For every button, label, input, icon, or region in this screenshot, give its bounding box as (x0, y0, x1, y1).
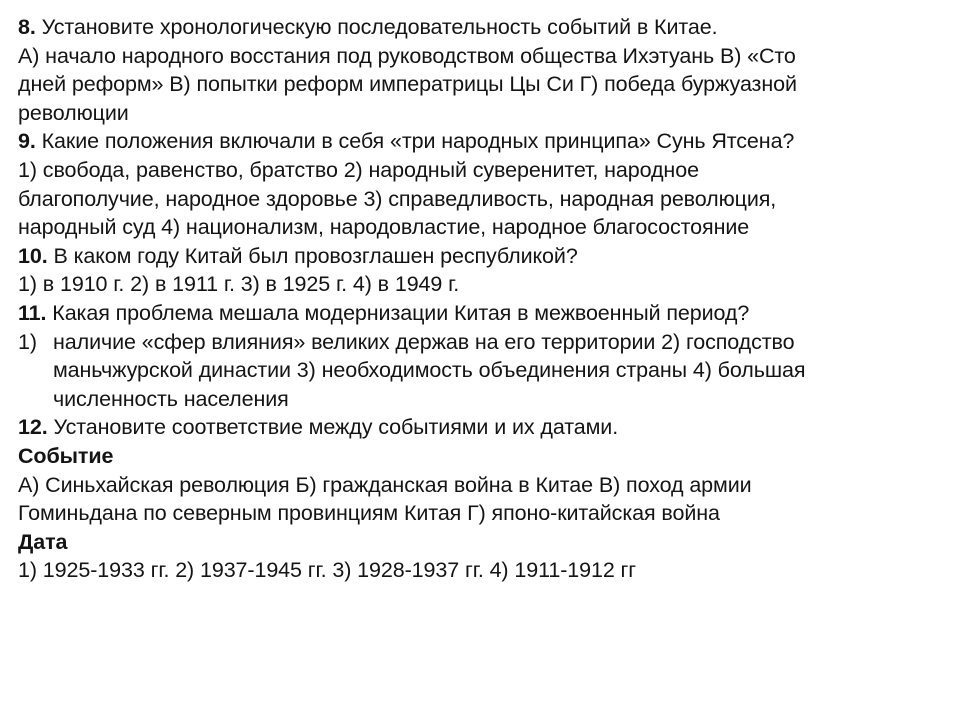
question-8-options-line-1: А) начало народного восстания под руководством общества Ихэтуань В) «Сто (18, 43, 796, 68)
question-10-number: 10. (18, 243, 48, 268)
question-9-options-line-3: народный суд 4) национализм, народовластие, народное благосостояние (18, 215, 750, 240)
question-8-prompt: Установите хронологическую последовательность событий в Китае. (35, 15, 718, 39)
question-11-options-line-2: маньчжурской династии 3) необходимость объединения страны 4) большая (53, 358, 806, 383)
question-12-text (18, 413, 918, 442)
question-9-prompt: Какие положения включали в себя «три народных принципа» Сунь Ятсена? (35, 129, 795, 154)
question-9-options-line-1: 1) свобода, равенство, братство 2) народный суверенитет, народное (18, 157, 699, 182)
question-12-number: 12. (18, 415, 48, 440)
question-11-number: 11. (18, 300, 47, 325)
question-8-text (18, 13, 918, 42)
question-11-text (18, 299, 918, 328)
question-9-number: 9. (18, 129, 36, 154)
events-heading: Событие (18, 443, 114, 468)
question-8-options-line-3: революции (18, 100, 129, 125)
question-11-prompt: Какая проблема мешала модернизации Китая в межвоенный период? (46, 300, 750, 325)
question-11-options-line-3: численность населения (53, 386, 289, 411)
question-12-prompt: Установите соответствие между событиями и их датами. (47, 415, 619, 440)
question-10-options-line-1: 1) в 1910 г. 2) в 1911 г. 3) в 1925 г. 4) в 1949 г. (18, 272, 460, 297)
dates-heading: Дата (18, 529, 68, 554)
question-8-options-line-2: дней реформ» В) попытки реформ императрицы Цы Си Г) победа буржуазной (18, 72, 797, 97)
question-10-text (18, 242, 918, 271)
question-9-text (18, 127, 918, 156)
quiz-document (18, 13, 918, 585)
question-8-number: 8. (18, 15, 36, 39)
dates-line-1: 1) 1925-1933 гг. 2) 1937-1945 гг. 3) 1928-1937 гг. 4) 1911-1912 гг (18, 558, 637, 583)
question-11-list-marker: 1) (18, 329, 37, 354)
events-line-2: Гоминьдана по северным провинциям Китая Г) японо-китайская война (18, 501, 720, 526)
events-line-1: А) Синьхайская революция Б) гражданская война в Китае В) поход армии (18, 472, 752, 497)
question-10-prompt: В каком году Китай был провозглашен республикой? (47, 243, 578, 268)
question-9-options-line-2: благополучие, народное здоровье 3) справедливость, народная революция, (18, 186, 777, 211)
question-11-options (18, 328, 918, 414)
question-11-options-line-1: наличие «сфер влияния» великих держав на его территории 2) господство (53, 329, 795, 354)
